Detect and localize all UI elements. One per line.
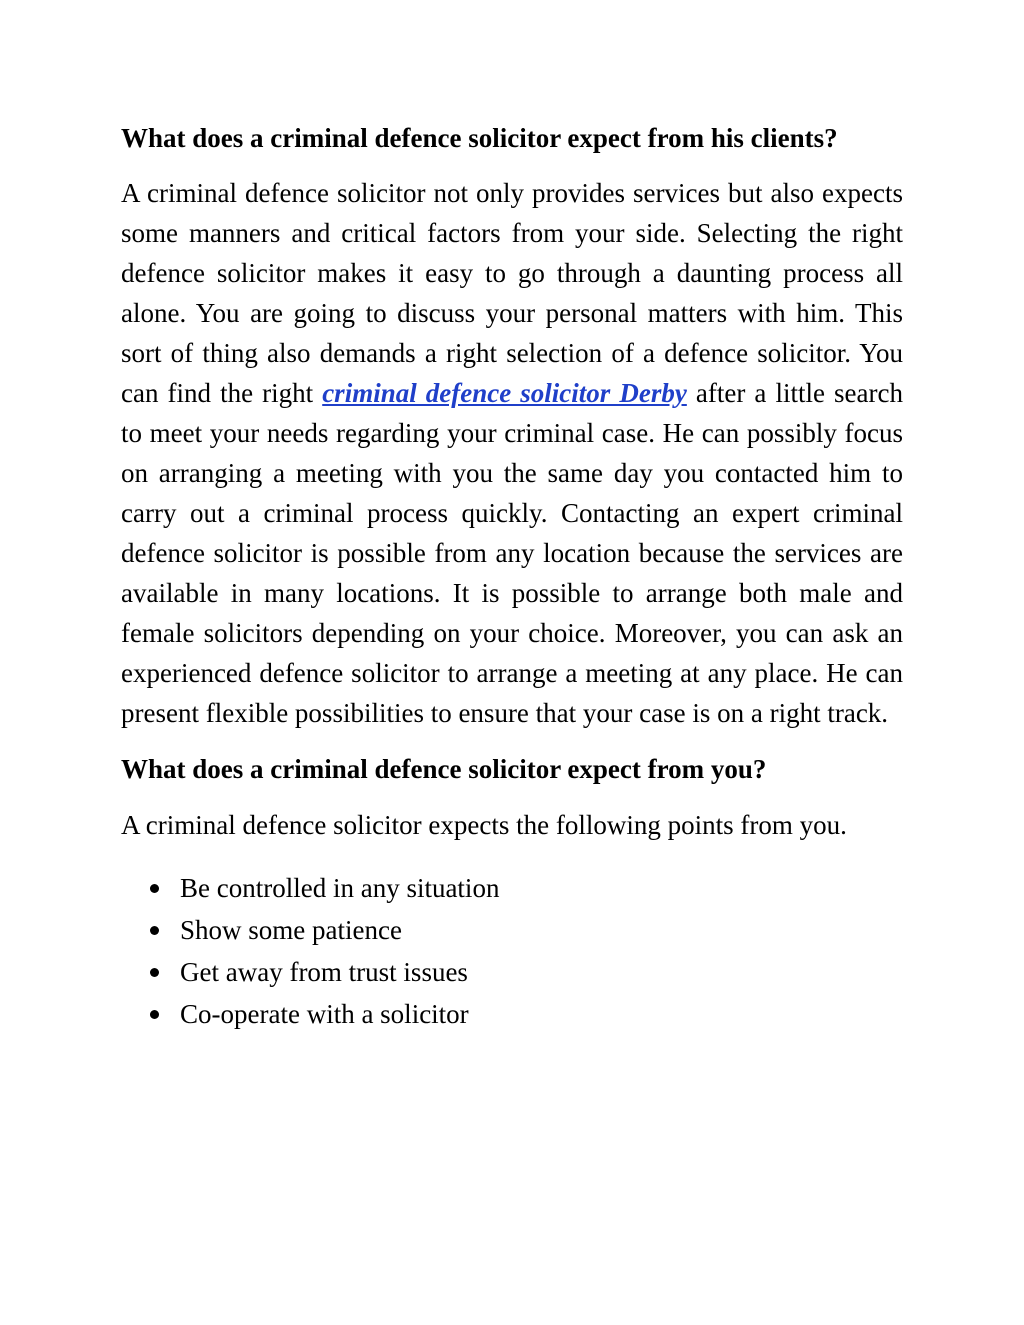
intro-paragraph: [121, 173, 903, 733]
list-item: [150, 909, 903, 951]
list-item-text: Get away from trust issues: [180, 957, 468, 987]
list-item-text: Show some patience: [180, 915, 402, 945]
list-item: [150, 867, 903, 909]
expectations-list: [121, 867, 903, 1035]
list-item: [150, 951, 903, 993]
section-heading-you: What does a criminal defence solicitor expect from you?: [121, 754, 767, 784]
paragraph-text-after-link: after a little search to meet your needs regarding your criminal case. He can possibly focus on arranging a meeting with you the same day you contacted him to carry out a criminal process quickly. Contacting an expert criminal defence solicitor is possible from any location because the services are available in many locations. It is possible to arrange both male and female solicitors depending on your choice. Moreover, you can ask an experienced defence solicitor to arrange a meeting at any place. He can present flexible possibilities to ensure that your case is on a right track.: [121, 378, 903, 728]
bullet-icon: [150, 926, 159, 935]
document-page: [121, 118, 903, 1035]
list-item-text: Co-operate with a solicitor: [180, 999, 469, 1029]
bullet-icon: [150, 1010, 159, 1019]
bullet-icon: [150, 968, 159, 977]
list-item: [150, 993, 903, 1035]
expectations-paragraph: A criminal defence solicitor expects the following points from you.: [121, 810, 847, 840]
list-item-text: Be controlled in any situation: [180, 873, 500, 903]
paragraph-text-before-link: A criminal defence solicitor not only provides services but also expects some manners and critical factors from your side. Selecting the right defence solicitor makes it easy to go through a daunting process all alone. You are going to discuss your personal matters with him. This sort of thing also demands a right selection of a defence solicitor. You can find the right: [121, 178, 903, 408]
bullet-icon: [150, 884, 159, 893]
section-heading-clients: What does a criminal defence solicitor expect from his clients?: [121, 123, 838, 153]
criminal-defence-solicitor-derby-link[interactable]: criminal defence solicitor Derby: [322, 378, 687, 408]
